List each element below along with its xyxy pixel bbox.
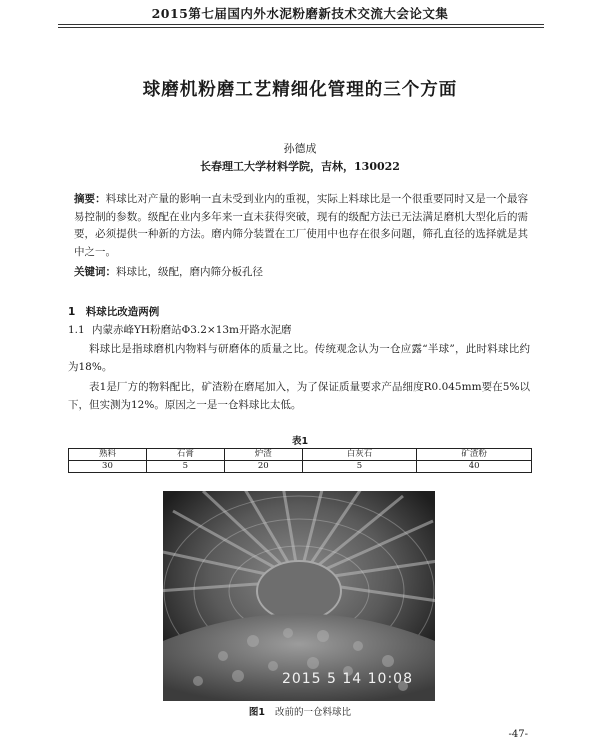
photo-timestamp: 2015 5 14 10:08 — [281, 671, 413, 687]
subsection-number: 1.1 — [68, 324, 85, 336]
body-paragraph-2: 表1是厂方的物料配比，矿渣粉在磨尾加入，为了保证质量要求产品细度R0.045mm要在5%以下，但实测为12%。原因之一是一仓料球比太低。 — [68, 381, 530, 411]
material-ratio-table — [68, 448, 532, 473]
body-paragraph-1: 料球比是指球磨机内物料与研磨体的质量之比。传统观念认为一仓应露“半球”，此时料球比约为18%。 — [68, 343, 530, 373]
table-cell: 5 — [302, 461, 417, 473]
author-name: 孙德成 — [283, 142, 317, 155]
figure-caption — [0, 704, 600, 718]
abstract-text: 料球比对产量的影响一直未受到业内的重视，实际上料球比是一个很重要同时又是一个最容易控制的参数。级配在业内多年来一直未获得突破，现有的级配方法已无法满足磨机大型化后的需要，必须提供一种新的方法。磨内筛分装置在工厂使用中也存在很多问题，筛孔直径的选择就是其中之一。 — [74, 193, 529, 258]
header-rule-bottom — [58, 27, 544, 28]
table-cell: 20 — [224, 461, 302, 473]
table-header-cell: 矿渣粉 — [417, 449, 532, 461]
table-cell: 40 — [417, 461, 532, 473]
subsection-title: 内蒙赤峰YH粉磨站Φ3.2×13m开路水泥磨 — [92, 324, 292, 336]
keywords-text: 料球比，级配，磨内筛分板孔径 — [116, 266, 263, 278]
keywords — [74, 264, 528, 279]
abstract-label: 摘要： — [74, 193, 106, 205]
table-header-cell: 石膏 — [146, 449, 224, 461]
paper-title: 球磨机粉磨工艺精细化管理的三个方面 — [142, 80, 458, 100]
photo-illustration — [163, 491, 435, 701]
table-cell: 5 — [146, 461, 224, 473]
table-header-cell: 白灰石 — [302, 449, 417, 461]
page-number: -47- — [508, 729, 528, 740]
subsection-heading — [68, 322, 292, 337]
keywords-label: 关键词： — [74, 266, 116, 278]
table-header-row — [69, 449, 532, 461]
table-row — [69, 461, 532, 473]
table-header-cell: 炉渣 — [224, 449, 302, 461]
abstract — [74, 191, 528, 261]
table-caption: 表1 — [291, 436, 309, 447]
table-cell: 30 — [69, 461, 147, 473]
author-affiliation: 长春理工大学材料学院，吉林，130022 — [200, 160, 400, 173]
figure-number: 图1 — [248, 707, 266, 718]
section-heading: 1 料球比改造两例 — [68, 306, 160, 318]
figure-caption-text: 改前的一仓料球比 — [275, 707, 352, 718]
table-header-cell: 熟料 — [69, 449, 147, 461]
mill-interior-photo — [163, 491, 435, 701]
running-header: 2015第七届国内外水泥粉磨新技术交流大会论文集 — [151, 6, 449, 21]
header-rule-top — [58, 24, 544, 25]
